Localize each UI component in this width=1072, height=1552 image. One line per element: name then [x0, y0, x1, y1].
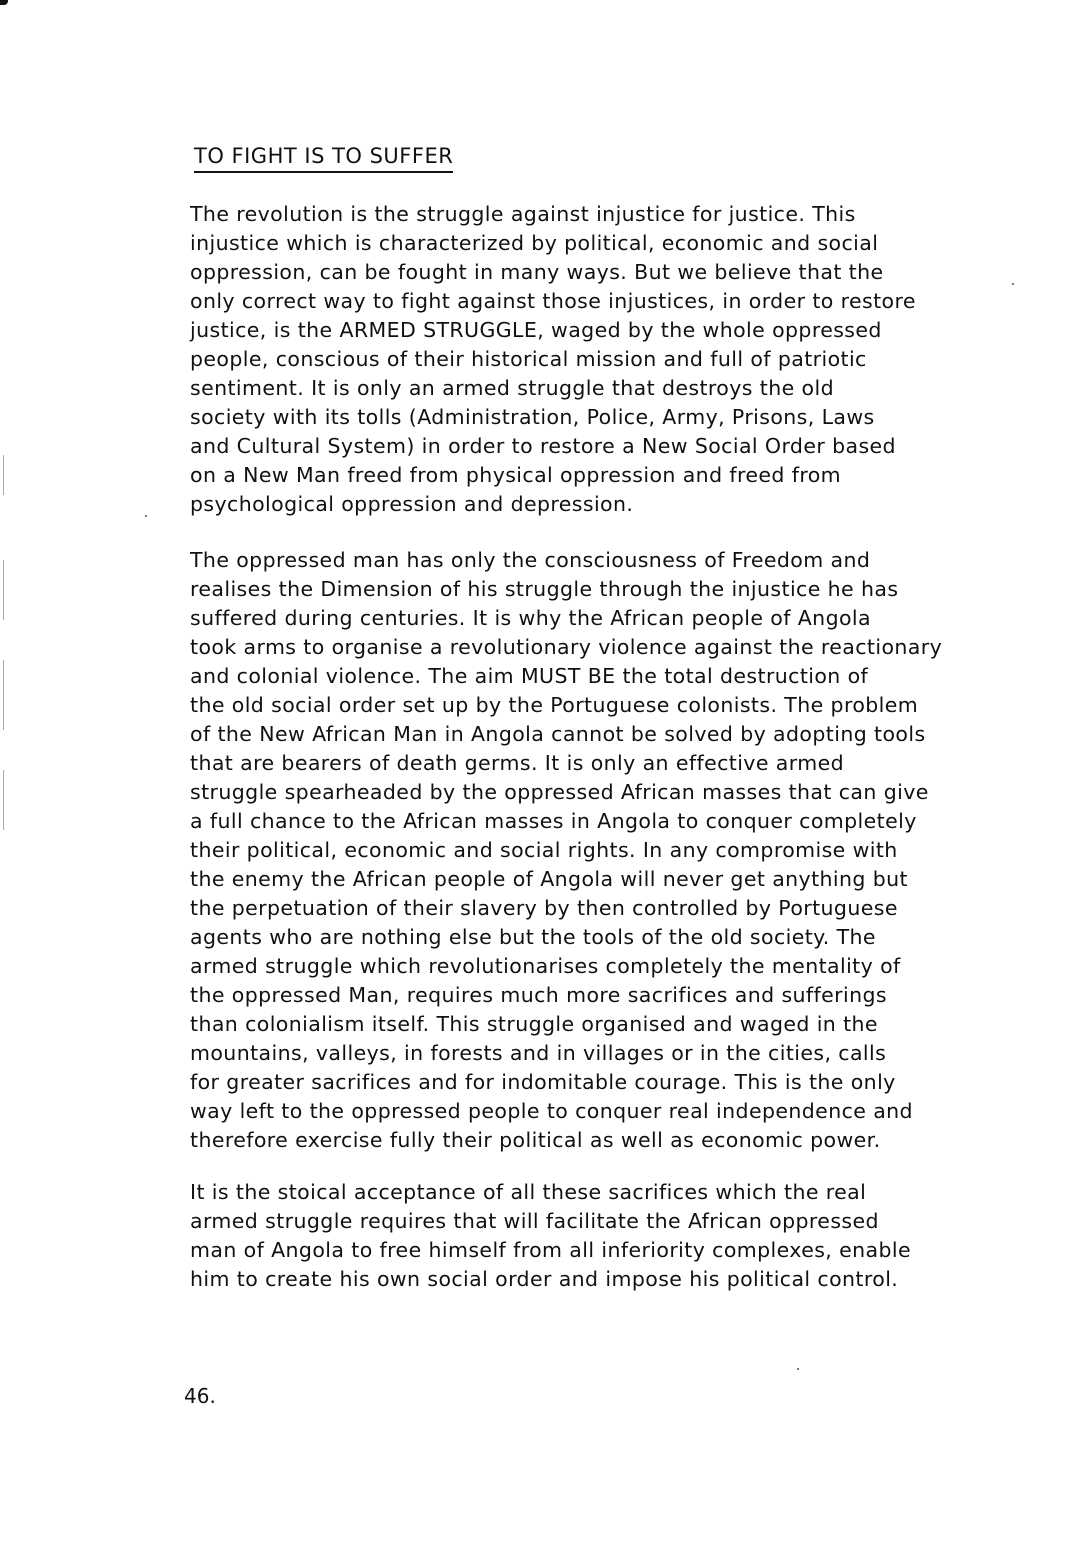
text-line: man of Angola to free himself from all inferiority complexes, enable [190, 1238, 912, 1262]
text-line: oppression, can be fought in many ways. But we believe that the [190, 260, 884, 284]
text-line: justice, is the ARMED STRUGGLE, waged by the whole oppressed [190, 318, 882, 342]
text-line: psychological oppression and depression. [190, 492, 634, 516]
corner-scan-mark [0, 0, 8, 5]
scan-edge-artifact [3, 770, 4, 830]
text-line: society with its tolls (Administration, Police, Army, Prisons, Laws [190, 405, 875, 429]
text-line: The revolution is the struggle against injustice for justice. This [190, 202, 856, 226]
text-line: took arms to organise a revolutionary violence against the reactionary [190, 635, 943, 659]
scan-edge-artifact [3, 560, 4, 620]
text-line: way left to the oppressed people to conquer real independence and [190, 1099, 913, 1123]
text-line: for greater sacrifices and for indomitable courage. This is the only [190, 1070, 896, 1094]
text-line: mountains, valleys, in forests and in villages or in the cities, calls [190, 1041, 887, 1065]
text-line: the oppressed Man, requires much more sacrifices and sufferings [190, 983, 887, 1007]
text-line: armed struggle requires that will facilitate the African oppressed [190, 1209, 879, 1233]
text-line: their political, economic and social rights. In any compromise with [190, 838, 898, 862]
text-line: the perpetuation of their slavery by then controlled by Portuguese [190, 896, 898, 920]
text-line: that are bearers of death germs. It is only an effective armed [190, 751, 844, 775]
document-title: TO FIGHT IS TO SUFFER [194, 142, 453, 173]
text-line: suffered during centuries. It is why the African people of Angola [190, 606, 871, 630]
text-line: injustice which is characterized by political, economic and social [190, 231, 879, 255]
page-number: 46. [184, 1384, 216, 1408]
text-line: and Cultural System) in order to restore a New Social Order based [190, 434, 896, 458]
text-line: It is the stoical acceptance of all these sacrifices which the real [190, 1180, 867, 1204]
text-line: on a New Man freed from physical oppression and freed from [190, 463, 842, 487]
paragraph-2 [190, 546, 1060, 1155]
text-line: and colonial violence. The aim MUST BE the total destruction of [190, 664, 869, 688]
text-line: agents who are nothing else but the tools of the old society. The [190, 925, 876, 949]
text-line: The oppressed man has only the consciousness of Freedom and [190, 548, 871, 572]
text-line: the enemy the African people of Angola will never get anything but [190, 867, 908, 891]
text-line: armed struggle which revolutionarises completely the mentality of [190, 954, 901, 978]
paragraph-1 [190, 200, 1060, 519]
text-line: him to create his own social order and impose his political control. [190, 1267, 899, 1291]
text-line: than colonialism itself. This struggle organised and waged in the [190, 1012, 878, 1036]
scan-edge-artifact [3, 455, 4, 495]
text-line: struggle spearheaded by the oppressed African masses that can give [190, 780, 929, 804]
text-line: sentiment. It is only an armed struggle that destroys the old [190, 376, 834, 400]
scan-speck [797, 1368, 799, 1370]
scan-speck [145, 515, 147, 517]
text-line: of the New African Man in Angola cannot be solved by adopting tools [190, 722, 926, 746]
scan-edge-artifact [3, 660, 4, 730]
text-line: the old social order set up by the Portuguese colonists. The problem [190, 693, 919, 717]
text-line: a full chance to the African masses in Angola to conquer completely [190, 809, 917, 833]
text-line: people, conscious of their historical mission and full of patriotic [190, 347, 867, 371]
text-line: therefore exercise fully their political as well as economic power. [190, 1128, 881, 1152]
paragraph-3 [190, 1178, 1060, 1294]
text-line: realises the Dimension of his struggle through the injustice he has [190, 577, 899, 601]
text-line: only correct way to fight against those injustices, in order to restore [190, 289, 916, 313]
